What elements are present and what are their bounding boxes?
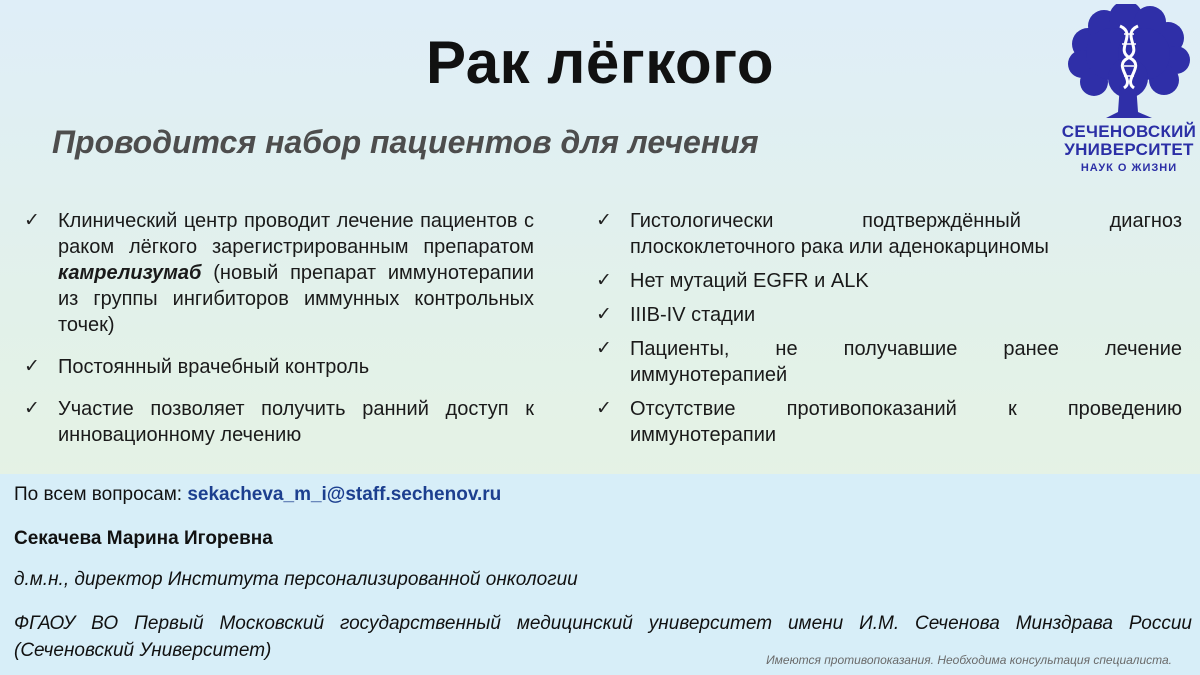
list-item: ✓ Участие позволяет получить ранний доступ к инновационному лечению xyxy=(24,398,534,446)
left-bullet-list xyxy=(24,208,534,464)
drug-name: камрелизумаб xyxy=(58,262,202,284)
checkmark-icon: ✓ xyxy=(596,210,612,231)
logo-tagline: НАУК О ЖИЗНИ xyxy=(1080,162,1178,174)
list-item: ✓ IIIB-IV стадии xyxy=(596,304,756,326)
contact-organization: ФГАОУ ВО Первый Московский государственный медицинский университет имени И.М. Сеченова Минздрава России (Сеченовский Университет) xyxy=(14,613,1192,661)
list-item: ✓ Нет мутаций EGFR и ALK xyxy=(596,270,869,292)
list-item: ✓ Пациенты, не получавшие ранее лечение иммунотерапией xyxy=(596,338,1182,386)
right-bullet-list xyxy=(596,208,1182,456)
tree-dna-logo-icon xyxy=(1066,4,1192,120)
list-item: ✓ Клинический центр проводит лечение пациентов с раком лёгкого зарегистрированным препаратом камрелизумаб (новый препарат иммунотерапии из группы ингибиторов иммунных контрольных точек) xyxy=(24,210,534,336)
page-subtitle: Проводится набор пациентов для лечения xyxy=(52,124,759,160)
disclaimer: Имеются противопоказания. Необходима консультация специалиста. xyxy=(766,653,1172,667)
logo-text-line2: УНИВЕРСИТЕТ xyxy=(1064,140,1194,159)
list-item: ✓ Постоянный врачебный контроль xyxy=(24,356,370,378)
checkmark-icon: ✓ xyxy=(596,338,612,359)
checkmark-icon: ✓ xyxy=(24,398,40,419)
email-link[interactable]: sekacheva_m_i@staff.sechenov.ru xyxy=(187,484,502,505)
list-item: ✓ Отсутствие противопоказаний к проведению иммунотерапии xyxy=(596,398,1182,446)
contact-position: д.м.н., директор Института персонализированной онкологии xyxy=(14,569,578,590)
logo-text-line1: СЕЧЕНОВСКИЙ xyxy=(1061,122,1197,141)
checkmark-icon: ✓ xyxy=(24,210,40,231)
list-item: ✓ Гистологически подтверждённый диагноз плоскоклеточного рака или аденокарциномы xyxy=(596,210,1182,258)
checkmark-icon: ✓ xyxy=(596,398,612,419)
checkmark-icon: ✓ xyxy=(596,304,612,325)
checkmark-icon: ✓ xyxy=(24,356,40,377)
page-title: Рак лёгкого xyxy=(425,29,774,96)
checkmark-icon: ✓ xyxy=(596,270,612,291)
contact-line: По всем вопросам: sekacheva_m_i@staff.sechenov.ru xyxy=(14,484,502,505)
university-logo xyxy=(1060,4,1198,184)
contact-name: Секачева Марина Игоревна xyxy=(14,528,273,549)
